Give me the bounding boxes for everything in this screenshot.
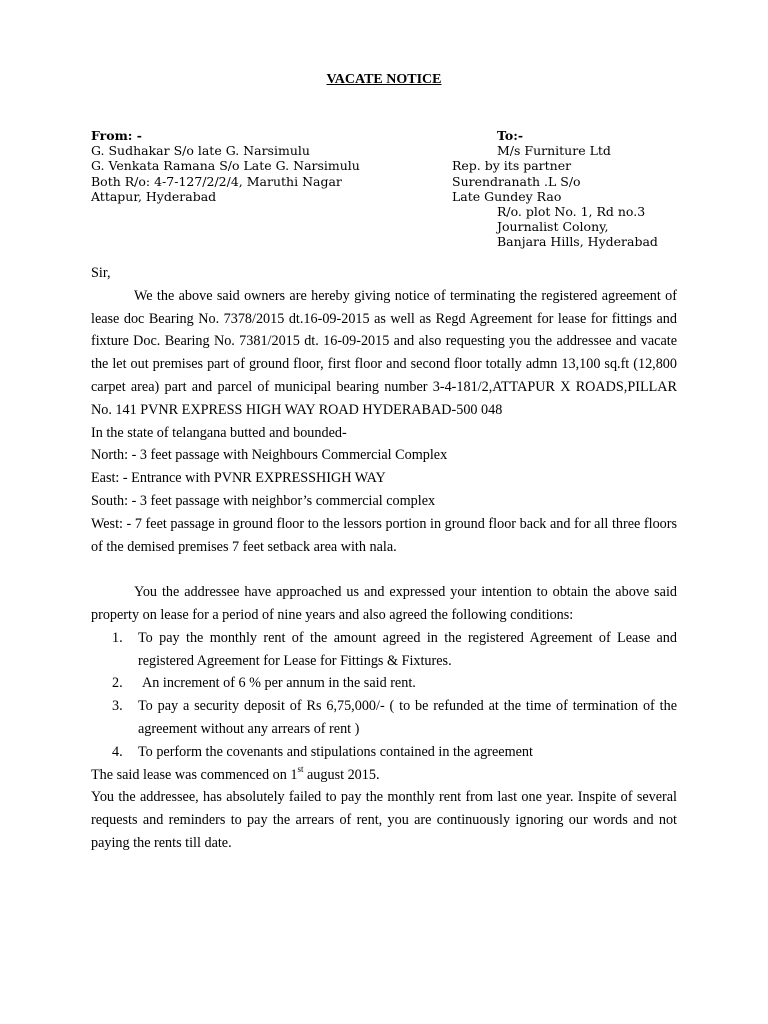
list-item: 3. To pay a security deposit of Rs 6,75,000/- ( to be refunded at the time of termination of the agreement without any arrears of rent ) <box>112 698 677 737</box>
boundaries-intro: In the state of telangana butted and bounded- <box>91 424 347 441</box>
list-item: 1. To pay the monthly rent of the amount agreed in the registered Agreement of Lease and registered Agreement for Lease for Fittings & Fixtures. <box>112 629 677 669</box>
conditions-list <box>91 627 677 764</box>
salutation: Sir, <box>91 265 111 281</box>
from-line: G. Sudhakar S/o late G. Narsimulu <box>91 143 310 159</box>
list-item: 4. To perform the covenants and stipulations contained in the agreement <box>112 743 533 760</box>
from-line: Attapur, Hyderabad <box>91 188 217 204</box>
boundary-north: North: - 3 feet passage with Neighbours Commercial Complex <box>91 447 448 464</box>
boundary-south: South: - 3 feet passage with neighbor’s commercial complex <box>91 492 436 509</box>
lease-paragraph: You the addressee have approached us and expressed your intention to obtain the above said property on lease for a period of nine years and also agreed the following conditions: <box>91 584 677 623</box>
to-line: Banjara Hills, Hyderabad <box>497 234 658 250</box>
to-line: M/s Furniture Ltd <box>497 143 611 159</box>
page-title: VACATE NOTICE <box>326 72 442 87</box>
to-line: Rep. by its partner <box>452 158 572 174</box>
to-line: R/o. plot No. 1, Rd no.3 <box>497 204 646 220</box>
to-line: Late Gundey Rao <box>452 188 562 204</box>
default-paragraph: You the addressee, has absolutely failed to pay the monthly rent from last one year. Inspite of several requests and reminders to pay the arrears of rent, you are continuously ignoring our words and not paying the rents till date. <box>91 789 677 851</box>
to-line: Journalist Colony, <box>497 219 609 235</box>
from-label: From: - <box>91 128 142 143</box>
to-line: Surendranath .L S/o <box>452 173 581 189</box>
boundary-west: West: - 7 feet passage in ground floor to the lessors portion in ground floor back and for all three floors of the demised premises 7 feet setback area with nala. <box>91 515 677 555</box>
notice-body <box>91 262 677 855</box>
from-line: Both R/o: 4-7-127/2/2/4, Maruthi Nagar <box>91 173 342 189</box>
to-label: To:- <box>497 128 524 143</box>
from-block <box>91 128 360 204</box>
boundary-east: East: - Entrance with PVNR EXPRESSHIGH WAY <box>91 470 386 487</box>
commencement-line: The said lease was commenced on 1st august 2015. <box>91 763 380 783</box>
termination-paragraph: We the above said owners are hereby giving notice of terminating the registered agreement of lease doc Bearing No. 7378/2015 dt.16-09-2015 as well as Regd Agreement for lease for fittings and fixture Doc. Bearing No. 7381/2015 dt. 16-09-2015 and also requesting you the addressee and vacate the let out premises part of ground floor, first floor and second floor totally admn 13,100 sq.ft (12,800 carpet area) part and parcel of municipal bearing number 3-4-181/2,ATTAPUR X ROADS,PILLAR No. 141 PVNR EXPRESS HIGH WAY ROAD HYDERABAD-500 048 <box>91 287 677 418</box>
from-line: G. Venkata Ramana S/o Late G. Narsimulu <box>91 158 360 174</box>
list-item: 2. An increment of 6 % per annum in the said rent. <box>112 675 416 692</box>
to-block <box>452 128 658 250</box>
